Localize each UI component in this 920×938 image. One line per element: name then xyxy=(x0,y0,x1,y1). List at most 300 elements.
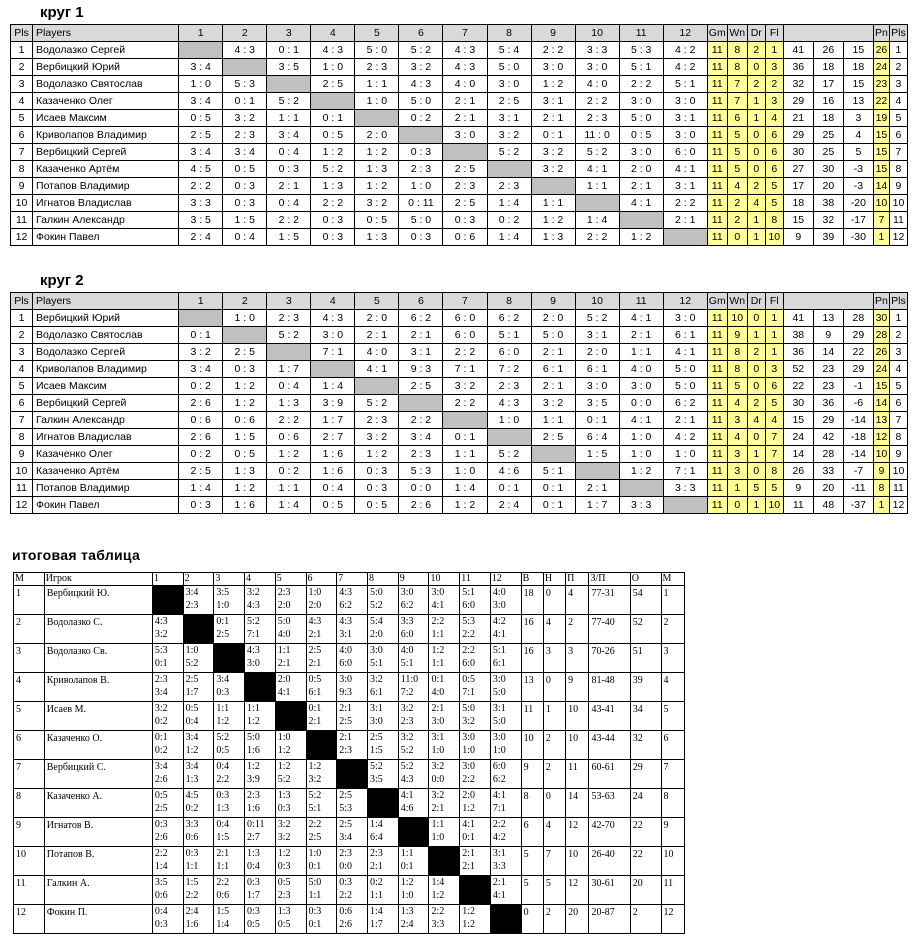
final-score-cell xyxy=(490,731,521,760)
wins-count: 8 xyxy=(727,344,747,361)
wins-count: 5 xyxy=(727,161,747,178)
place: 3 xyxy=(889,76,907,93)
score-cell: 4 : 1 xyxy=(575,161,619,178)
score-cell: 1 : 3 xyxy=(267,395,311,412)
goal-diff: 29 xyxy=(843,327,873,344)
round2-score: 2:2 xyxy=(216,774,230,785)
score-cell: 3 : 3 xyxy=(619,497,663,514)
losses-count: 4 xyxy=(765,110,783,127)
score-cell: 3 : 1 xyxy=(663,178,707,195)
round1-score: 1:1 xyxy=(400,848,414,859)
round2-score: 2:1 xyxy=(308,658,322,669)
table-row xyxy=(11,378,908,395)
final-player-name: Вербицкий Ю. xyxy=(44,586,152,615)
header-col-9: 9 xyxy=(531,293,575,310)
final-row-number: 8 xyxy=(14,789,45,818)
round2-score: 0:4 xyxy=(185,716,199,727)
wins-count: 6 xyxy=(727,110,747,127)
points: 15 xyxy=(873,378,889,395)
self-cell xyxy=(179,310,223,327)
games-count: 11 xyxy=(707,395,727,412)
goals-against: 25 xyxy=(813,127,843,144)
score-cell: 5 : 2 xyxy=(487,446,531,463)
round2-score: 1:2 xyxy=(431,890,445,901)
round1-title: круг 1 xyxy=(40,4,84,21)
score-cell: 3 : 4 xyxy=(179,93,223,110)
player-name: Казаченко Артём xyxy=(33,161,179,178)
score-cell: 3 : 0 xyxy=(663,310,707,327)
round2-score: 7:1 xyxy=(492,803,506,814)
row-number: 7 xyxy=(11,412,33,429)
draws-count: 0 xyxy=(747,463,765,480)
goal-diff: 13 xyxy=(843,93,873,110)
round2-score: 1:6 xyxy=(247,803,260,814)
round1-score: 1:5 xyxy=(216,906,230,917)
final-score-cell xyxy=(490,847,521,876)
round2-score: 2:3 xyxy=(277,890,291,901)
score-cell: 3 : 2 xyxy=(355,429,399,446)
final-score-cell xyxy=(245,818,276,847)
goals-against: 30 xyxy=(813,161,843,178)
round1-score: 2:0 xyxy=(462,790,475,801)
score-cell: 0 : 2 xyxy=(179,446,223,463)
points: 14 xyxy=(873,178,889,195)
round1-score: 3:4 xyxy=(154,761,168,772)
round2-score: 5:1 xyxy=(369,658,383,669)
score-cell: 2 : 1 xyxy=(619,178,663,195)
round2-score: 3:2 xyxy=(277,832,291,843)
round2-score: 2:5 xyxy=(216,629,230,640)
round1-score: 4:0 xyxy=(339,645,353,656)
final-score-cell xyxy=(337,702,368,731)
header-col-3: 3 xyxy=(267,293,311,310)
final-score-cell xyxy=(429,615,460,644)
draws-count: 1 xyxy=(747,327,765,344)
final-header-goals: З/П xyxy=(589,573,630,586)
round1-score: 3:1 xyxy=(431,732,445,743)
round1-score: 5:2 xyxy=(400,761,414,772)
score-cell: 3 : 0 xyxy=(619,378,663,395)
round1-score: 3:4 xyxy=(185,761,199,772)
final-points: 32 xyxy=(630,731,661,760)
final-score-cell xyxy=(214,702,245,731)
points: 10 xyxy=(873,195,889,212)
round2-score: 6:4 xyxy=(369,832,383,843)
final-points: 54 xyxy=(630,586,661,615)
score-cell: 1 : 1 xyxy=(267,110,311,127)
points: 7 xyxy=(873,212,889,229)
row-number: 2 xyxy=(11,59,33,76)
score-cell: 1 : 4 xyxy=(179,480,223,497)
wins-count: 2 xyxy=(727,195,747,212)
round1-score: 5:0 xyxy=(308,877,322,888)
final-score-cell xyxy=(490,876,521,905)
score-cell: 4 : 2 xyxy=(663,42,707,59)
round1-score: 11:0 xyxy=(400,674,419,685)
goal-diff: -3 xyxy=(843,161,873,178)
round1-score: 1:2 xyxy=(247,761,260,772)
final-score-cell xyxy=(245,586,276,615)
wins-count: 3 xyxy=(727,412,747,429)
final-score-cell xyxy=(460,731,491,760)
player-name: Водолазко Святослав xyxy=(33,76,179,93)
round2-score: 6:2 xyxy=(339,600,353,611)
self-cell xyxy=(367,789,398,818)
final-draws: 4 xyxy=(543,818,565,847)
final-score-cell xyxy=(152,760,183,789)
row-number: 1 xyxy=(11,42,33,59)
final-score-cell xyxy=(398,586,429,615)
final-score-cell xyxy=(490,760,521,789)
final-score-cell xyxy=(275,847,306,876)
score-cell: 1 : 4 xyxy=(487,195,531,212)
table-row xyxy=(11,480,908,497)
games-count: 11 xyxy=(707,378,727,395)
row-number: 9 xyxy=(11,178,33,195)
points: 26 xyxy=(873,42,889,59)
final-score-cell xyxy=(398,673,429,702)
round1-score: 0:4 xyxy=(216,761,230,772)
score-cell: 2 : 2 xyxy=(443,344,487,361)
final-score-cell xyxy=(275,615,306,644)
final-score-cell xyxy=(367,644,398,673)
final-goals: 70-26 xyxy=(589,644,630,673)
round1-score: 5:0 xyxy=(369,587,383,598)
round2-score: 2:1 xyxy=(308,629,322,640)
player-name: Казаченко Артём xyxy=(33,463,179,480)
score-cell: 0 : 3 xyxy=(223,178,267,195)
round2-score: 4:1 xyxy=(492,890,506,901)
final-losses: 11 xyxy=(566,760,589,789)
final-place: 4 xyxy=(661,673,684,702)
player-name: Водолазко Сергей xyxy=(33,42,179,59)
round2-score: 1:5 xyxy=(369,745,383,756)
round1-score: 3:2 xyxy=(431,761,445,772)
round1-score: 5:2 xyxy=(308,790,322,801)
final-losses: 20 xyxy=(566,905,589,934)
score-cell: 1 : 3 xyxy=(223,463,267,480)
final-score-cell xyxy=(367,673,398,702)
final-score-cell xyxy=(337,789,368,818)
place: 2 xyxy=(889,59,907,76)
round2-score: 2:7 xyxy=(247,832,260,843)
round2-score: 1:2 xyxy=(247,716,260,727)
draws-count: 0 xyxy=(747,429,765,446)
score-cell: 2 : 2 xyxy=(179,178,223,195)
wins-count: 0 xyxy=(727,229,747,246)
score-cell: 1 : 2 xyxy=(223,395,267,412)
round2-score: 7:2 xyxy=(400,687,414,698)
games-count: 11 xyxy=(707,412,727,429)
score-cell: 0 : 1 xyxy=(487,480,531,497)
points: 14 xyxy=(873,395,889,412)
score-cell: 4 : 1 xyxy=(619,310,663,327)
score-cell: 1 : 1 xyxy=(619,344,663,361)
player-name: Галкин Александр xyxy=(33,412,179,429)
round2-score: 2:1 xyxy=(369,861,383,872)
header-wn: Wn xyxy=(727,25,747,42)
losses-count: 10 xyxy=(765,229,783,246)
round2-score: 2:6 xyxy=(339,919,353,930)
round2-score: 1:7 xyxy=(247,890,260,901)
place: 7 xyxy=(889,412,907,429)
round1-score: 1:0 xyxy=(277,732,291,743)
score-cell: 2 : 2 xyxy=(267,412,311,429)
round1-score: 3:0 xyxy=(400,587,414,598)
round2-score: 6:2 xyxy=(400,600,414,611)
final-score-cell xyxy=(152,847,183,876)
final-score-cell xyxy=(460,586,491,615)
round1-score: 3:1 xyxy=(492,848,506,859)
final-score-cell xyxy=(398,847,429,876)
final-row-number: 5 xyxy=(14,702,45,731)
row-number: 2 xyxy=(11,327,33,344)
score-cell: 0 : 6 xyxy=(443,229,487,246)
round1-score: 1:2 xyxy=(431,645,445,656)
score-cell: 3 : 0 xyxy=(575,59,619,76)
round1-score: 2:2 xyxy=(462,645,475,656)
player-name: Вербицкий Сергей xyxy=(33,144,179,161)
final-score-cell xyxy=(460,644,491,673)
score-cell: 0 : 2 xyxy=(179,378,223,395)
round1-score: 1:4 xyxy=(369,906,383,917)
player-name: Фокин Павел xyxy=(33,497,179,514)
final-score-cell xyxy=(367,818,398,847)
self-cell xyxy=(460,876,491,905)
final-score-cell xyxy=(490,644,521,673)
score-cell: 2 : 3 xyxy=(443,178,487,195)
goals-against: 14 xyxy=(813,344,843,361)
final-points: 34 xyxy=(630,702,661,731)
place: 4 xyxy=(889,361,907,378)
score-cell: 3 : 1 xyxy=(663,110,707,127)
round1-score: 1:2 xyxy=(277,848,291,859)
score-cell: 3 : 4 xyxy=(399,429,443,446)
losses-count: 7 xyxy=(765,429,783,446)
goals-for: 22 xyxy=(783,378,813,395)
round2-score: 0:6 xyxy=(185,832,199,843)
final-wins: 5 xyxy=(521,847,543,876)
final-row-number: 11 xyxy=(14,876,45,905)
player-name: Фокин Павел xyxy=(33,229,179,246)
score-cell: 2 : 0 xyxy=(355,127,399,144)
round1-score: 1:4 xyxy=(431,877,445,888)
draws-count: 0 xyxy=(747,59,765,76)
final-draws: 5 xyxy=(543,876,565,905)
games-count: 11 xyxy=(707,195,727,212)
score-cell: 2 : 5 xyxy=(311,76,355,93)
final-row xyxy=(14,702,685,731)
score-cell: 4 : 0 xyxy=(443,76,487,93)
round1-score: 3:0 xyxy=(431,587,445,598)
table-row xyxy=(11,310,908,327)
score-cell: 0 : 3 xyxy=(267,161,311,178)
final-player-name: Галкин А. xyxy=(44,876,152,905)
score-cell: 5 : 0 xyxy=(487,59,531,76)
round1-score: 2:2 xyxy=(308,819,322,830)
round2-score: 3:2 xyxy=(462,716,475,727)
place: 1 xyxy=(889,42,907,59)
self-cell xyxy=(399,127,443,144)
round1-score: 2:1 xyxy=(339,732,353,743)
self-cell xyxy=(443,144,487,161)
player-name: Водолазко Сергей xyxy=(33,344,179,361)
header-col-2: 2 xyxy=(223,293,267,310)
final-score-cell xyxy=(183,673,214,702)
final-draws: 0 xyxy=(543,673,565,702)
self-cell xyxy=(275,702,306,731)
goals-for: 29 xyxy=(783,93,813,110)
score-cell: 2 : 3 xyxy=(575,110,619,127)
goal-diff: 15 xyxy=(843,76,873,93)
goals-for: 15 xyxy=(783,212,813,229)
draws-count: 1 xyxy=(747,110,765,127)
round1-score: 2:4 xyxy=(185,906,199,917)
score-cell: 1 : 6 xyxy=(311,446,355,463)
place: 11 xyxy=(889,480,907,497)
round2-score: 1:3 xyxy=(216,803,230,814)
round2-score: 0:3 xyxy=(216,687,230,698)
points: 12 xyxy=(873,429,889,446)
round2-score: 1:7 xyxy=(185,687,199,698)
goal-diff: -11 xyxy=(843,480,873,497)
round2-score: 0:3 xyxy=(277,861,291,872)
final-row xyxy=(14,644,685,673)
round2-score: 0:5 xyxy=(247,919,260,930)
goals-for: 52 xyxy=(783,361,813,378)
round1-score: 3:4 xyxy=(185,732,199,743)
row-number: 6 xyxy=(11,395,33,412)
round1-score: 0:3 xyxy=(247,877,260,888)
table-row xyxy=(11,395,908,412)
score-cell: 11 : 0 xyxy=(575,127,619,144)
goals-against: 33 xyxy=(813,463,843,480)
score-cell: 1 : 4 xyxy=(311,378,355,395)
score-cell: 2 : 5 xyxy=(399,378,443,395)
table-row xyxy=(11,429,908,446)
table-row xyxy=(11,76,908,93)
round2-score: 4:1 xyxy=(277,687,291,698)
final-score-cell xyxy=(337,615,368,644)
round2-score: 1:2 xyxy=(185,745,199,756)
round1-score: 0:5 xyxy=(277,877,291,888)
score-cell: 2 : 5 xyxy=(443,195,487,212)
score-cell: 4 : 0 xyxy=(619,361,663,378)
goals-against: 28 xyxy=(813,446,843,463)
wins-count: 5 xyxy=(727,144,747,161)
place: 8 xyxy=(889,161,907,178)
wins-count: 8 xyxy=(727,59,747,76)
place: 2 xyxy=(889,327,907,344)
round2-score: 5:2 xyxy=(400,745,414,756)
round2-score: 5:2 xyxy=(369,600,383,611)
goals-for: 41 xyxy=(783,310,813,327)
header-col-11: 11 xyxy=(619,293,663,310)
round2-score: 1:3 xyxy=(185,774,199,785)
score-cell: 0 : 4 xyxy=(267,378,311,395)
score-cell: 1 : 3 xyxy=(355,229,399,246)
player-name: Галкин Александр xyxy=(33,212,179,229)
final-score-cell xyxy=(245,905,276,934)
draws-count: 0 xyxy=(747,144,765,161)
round2-score: 0:1 xyxy=(400,861,414,872)
score-cell: 0 : 3 xyxy=(179,497,223,514)
final-score-cell xyxy=(429,905,460,934)
round1-score: 2:3 xyxy=(154,674,168,685)
games-count: 11 xyxy=(707,327,727,344)
score-cell: 3 : 1 xyxy=(399,344,443,361)
final-score-cell xyxy=(460,615,491,644)
table-row xyxy=(11,412,908,429)
games-count: 11 xyxy=(707,76,727,93)
final-row xyxy=(14,789,685,818)
round1-score: 1:4 xyxy=(369,819,383,830)
round2-score: 1:1 xyxy=(185,861,199,872)
score-cell: 0 : 3 xyxy=(223,361,267,378)
wins-count: 10 xyxy=(727,310,747,327)
round2-score: 4:1 xyxy=(492,629,506,640)
score-cell: 1 : 1 xyxy=(355,76,399,93)
final-score-cell xyxy=(214,586,245,615)
games-count: 11 xyxy=(707,229,727,246)
score-cell: 3 : 2 xyxy=(531,144,575,161)
goals-for: 36 xyxy=(783,59,813,76)
round2-score: 1:0 xyxy=(400,890,414,901)
score-cell: 1 : 0 xyxy=(399,178,443,195)
row-number: 11 xyxy=(11,212,33,229)
final-goals: 26-40 xyxy=(589,847,630,876)
round1-score: 4:0 xyxy=(400,645,414,656)
games-count: 11 xyxy=(707,161,727,178)
final-place: 6 xyxy=(661,731,684,760)
goal-diff: 3 xyxy=(843,110,873,127)
header-gm: Gm xyxy=(707,293,727,310)
final-points: 20 xyxy=(630,876,661,905)
score-cell: 4 : 3 xyxy=(311,310,355,327)
row-number: 12 xyxy=(11,229,33,246)
round1-score: 1:3 xyxy=(277,906,291,917)
final-score-cell xyxy=(460,847,491,876)
score-cell: 1 : 5 xyxy=(575,446,619,463)
final-wins: 18 xyxy=(521,586,543,615)
round1-score: 3:4 xyxy=(185,587,199,598)
score-cell: 5 : 2 xyxy=(575,144,619,161)
final-score-cell xyxy=(183,731,214,760)
score-cell: 2 : 0 xyxy=(619,161,663,178)
final-wins: 13 xyxy=(521,673,543,702)
place: 1 xyxy=(889,310,907,327)
final-score-cell xyxy=(245,731,276,760)
goals-for: 14 xyxy=(783,446,813,463)
row-number: 9 xyxy=(11,446,33,463)
score-cell: 6 : 0 xyxy=(443,310,487,327)
final-wins: 11 xyxy=(521,702,543,731)
score-cell: 4 : 1 xyxy=(663,344,707,361)
round1-score: 1:1 xyxy=(277,645,291,656)
round2-score: 2:2 xyxy=(339,890,353,901)
final-score-cell xyxy=(460,818,491,847)
final-header-col-11: 11 xyxy=(460,573,491,586)
score-cell: 3 : 2 xyxy=(531,161,575,178)
losses-count: 3 xyxy=(765,93,783,110)
round2-score: 4:0 xyxy=(277,629,291,640)
games-count: 11 xyxy=(707,446,727,463)
round2-score: 6:0 xyxy=(462,600,475,611)
final-score-cell xyxy=(245,615,276,644)
score-cell: 0 : 6 xyxy=(267,429,311,446)
round2-score: 3:4 xyxy=(154,687,168,698)
score-cell: 6 : 2 xyxy=(487,310,531,327)
